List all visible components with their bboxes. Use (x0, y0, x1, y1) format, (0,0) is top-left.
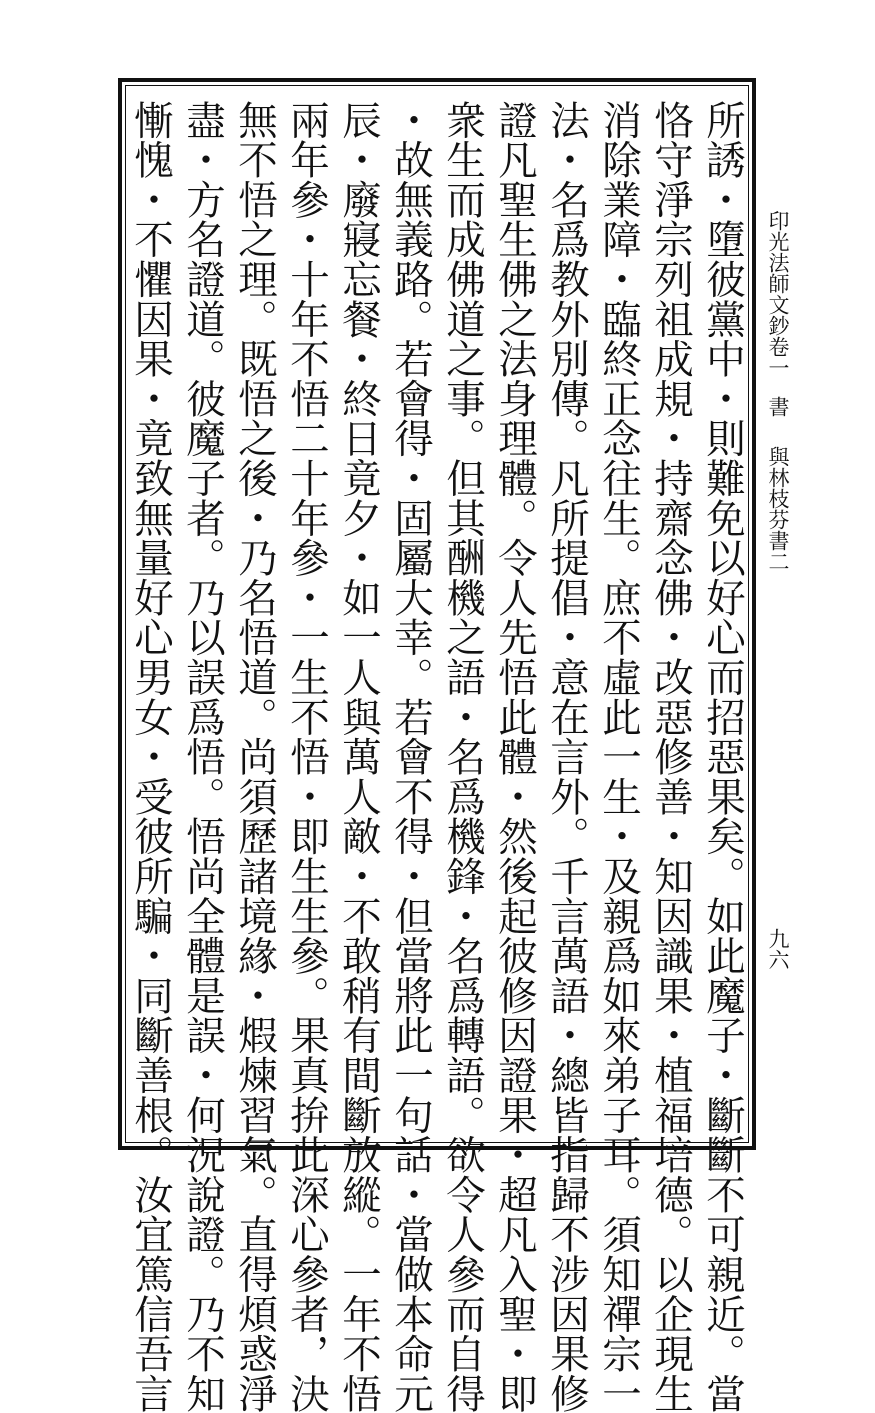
text-column-8: 辰・廢寢忘餐・終日竟夕・如一人與萬人敵・不敢稍有間斷放縱。一年不悟 (336, 100, 382, 1413)
text-column-10: 無不悟之理。既悟之後・乃名悟道。尚須歷諸境緣・煆煉習氣。直得煩惑淨 (232, 100, 278, 1413)
text-column-4: 法・名爲教外別傳。凡所提倡・意在言外。千言萬語・總皆指歸不涉因果修 (544, 100, 590, 1413)
text-column-3: 消除業障・臨終正念往生。庶不虛此一生・及親爲如來弟子耳。須知禪宗一 (596, 100, 642, 1413)
running-header-section: 書 (766, 396, 790, 417)
text-column-5: 證凡聖生佛之法身理體。令人先悟此體・然後起彼修因證果・超凡入聖・即 (492, 100, 538, 1413)
text-column-6: 衆生而成佛道之事。但其酬機之語・名爲機鋒・名爲轉語。欲令人參而自得 (440, 100, 486, 1413)
text-column-9: 兩年參・十年不悟二十年參・一生不悟・即生生參。果真拚此深心參者，決 (284, 100, 330, 1413)
text-column-12: 慚愧・不懼因果・竟致無量好心男女・受彼所騙・同斷善根。汝宜篤信吾言 (128, 100, 174, 1413)
text-column-1: 所誘・墮彼黨中・則難免以好心而招惡果矣。如此魔子・斷斷不可親近。當 (700, 100, 746, 1413)
running-header-book-title: 印光法師文鈔卷一 (766, 210, 790, 378)
text-column-11: 盡・方名證道。彼魔子者。乃以誤爲悟。悟尚全體是誤・何況說證。乃不知 (180, 100, 226, 1413)
text-column-2: 恪守淨宗列祖成規・持齋念佛・改惡修善・知因識果・植福培德。以企現生 (648, 100, 694, 1413)
running-header-letter-title: 與林枝芬書二 (766, 446, 790, 572)
text-column-7: ・故無義路。若會得・固屬大幸。若會不得・但當將此一句話・當做本命元 (388, 100, 434, 1413)
page-number: 九六 (766, 928, 790, 970)
